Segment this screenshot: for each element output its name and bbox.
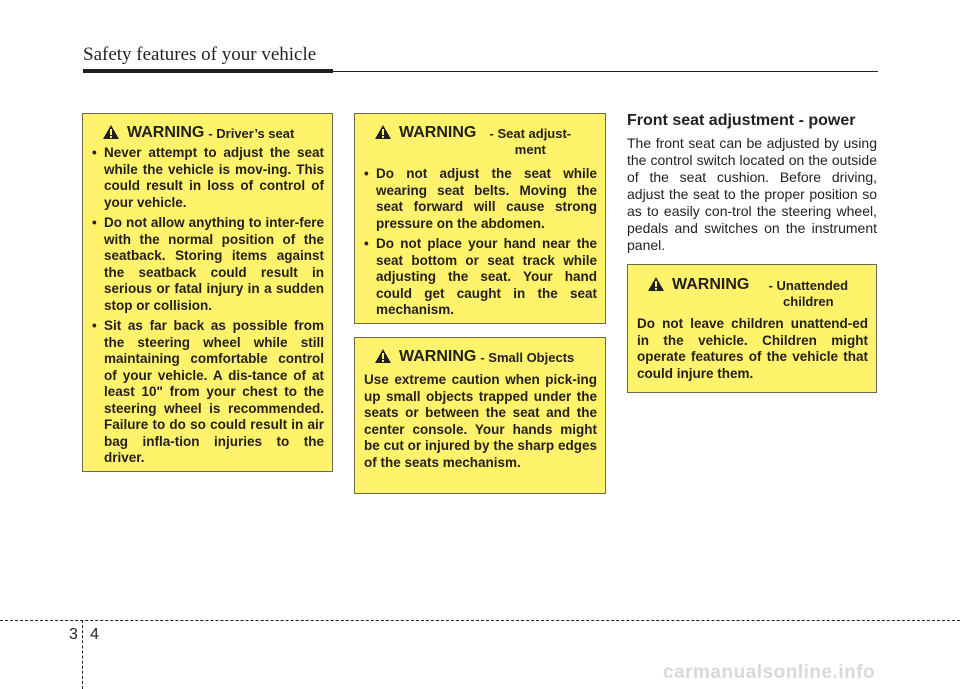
warning-triangle-icon: [647, 276, 665, 292]
warning-box-driver-seat: [82, 113, 333, 472]
warning-list: [92, 145, 324, 467]
warning-box-seat-adjustment: [354, 113, 606, 324]
warning-box-small-objects: [354, 337, 606, 494]
warning-subtitle: - Seat adjust-ment: [489, 126, 572, 157]
warning-label: WARNING: [127, 124, 205, 141]
section-body: The front seat can be adjusted by using the control switch located on the outside of the seat cushion. Before driving, adjust the seat to the proper position so as to easily con-trol the steering wheel, pedals and switches on the instrument panel.: [627, 135, 877, 253]
header-rule: [83, 69, 878, 74]
warning-item: • Sit as far back as possible from the steering wheel while still maintaining comfortable control of your vehicle. A dis-tance of at least 10" from your chest to the steering wheel is recommended. Failure to do so could result in air bag infla-tion injuries to the driver.: [92, 318, 324, 467]
warning-item: • Never attempt to adjust the seat while the vehicle is mov-ing. This could result in loss of control of your vehicle.: [92, 145, 324, 211]
warning-header: [374, 348, 597, 366]
warning-subtitle: - Driver’s seat: [208, 126, 295, 141]
warning-item: • Do not allow anything to inter-fere with the normal position of the seatback. Storing items against the seatback could result in serious or fatal injury in a sudden stop or collision.: [92, 215, 324, 314]
warning-item: • Do not place your hand near the seat bottom or seat track while adjusting the seat. Your hand could get caught in the seat mechanism.: [364, 236, 597, 319]
warning-triangle-icon: [374, 348, 392, 364]
page-chapter-number: 3: [69, 626, 78, 643]
warning-header: [102, 124, 324, 142]
section-title: Front seat adjustment - power: [627, 112, 856, 129]
warning-box-unattended-children: [627, 264, 877, 393]
warning-header: [647, 276, 868, 310]
warning-label: WARNING: [672, 276, 750, 293]
watermark: carmanualsonline.info: [663, 662, 876, 683]
warning-subtitle: - Unattended children: [768, 278, 849, 309]
warning-subtitle: - Small Objects: [480, 350, 575, 365]
warning-text: Do not leave children unattend-ed in the vehicle. Children might operate features of the vehicle that could injure them.: [637, 316, 868, 381]
warning-label: WARNING: [399, 348, 477, 365]
warning-label: WARNING: [399, 124, 477, 141]
warning-header: [374, 124, 597, 158]
warning-text: Use extreme caution when pick-ing up small objects trapped under the seats or between the seat and the center console. Your hands might be cut or injured by the sharp edges of the seats mechanism.: [364, 372, 597, 470]
warning-triangle-icon: [102, 124, 120, 140]
warning-triangle-icon: [374, 124, 392, 140]
footer-rule: [0, 620, 960, 621]
page-number: 4: [90, 626, 99, 643]
warning-list: [364, 166, 597, 319]
footer-rule-vertical: [82, 620, 83, 689]
warning-item: • Do not adjust the seat while wearing seat belts. Moving the seat forward will cause strong pressure on the abdomen.: [364, 166, 597, 232]
page-header-title: Safety features of your vehicle: [83, 44, 317, 65]
